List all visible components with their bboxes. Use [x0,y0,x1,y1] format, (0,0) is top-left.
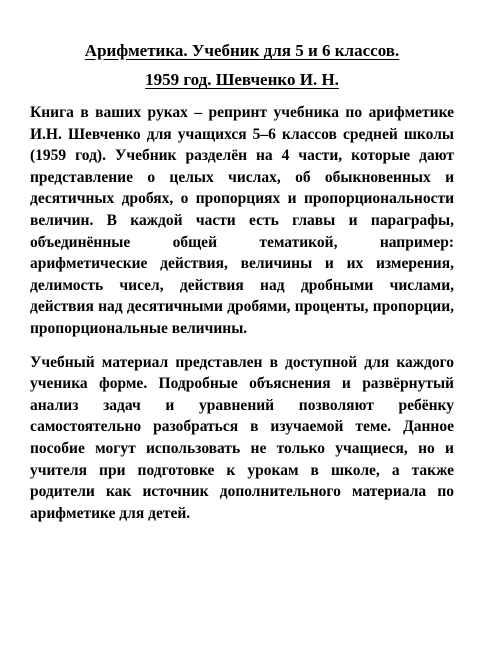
document-page [30,40,454,524]
document-title: Арифметика. Учебник для 5 и 6 классов. [84,41,400,60]
description-paragraph-1: Книга в ваших руках – репринт учебника по арифметике И.Н. Шевченко для учащихся 5–6 классов средней школы (1959 год). Учебник разделён на 4 части, которые дают представление о целых числах, об обыкновенных и десятичных дробях, о пропорциях и пропорциональности величин. В каждой части есть главы и параграфы, объединённые общей тематикой, например: арифметические действия, величины и их измерения, делимость чисел, действия над дробными числами, действия над десятичными дробями, проценты, пропорции, пропорциональные величины. [30,104,454,337]
document-subtitle: 1959 год. Шевченко И. Н. [145,70,339,89]
description-paragraph-2: Учебный материал представлен в доступной для каждого ученика форме. Подробные объяснения и развёрнутый анализ задач и уравнений позволяют ребёнку самостоятельно разобраться в изучаемой теме. Данное пособие могут использовать не только учащиеся, но и учителя при подготовке к урокам в школе, а также родители как источник дополнительного материала по арифметике для детей. [30,353,454,522]
